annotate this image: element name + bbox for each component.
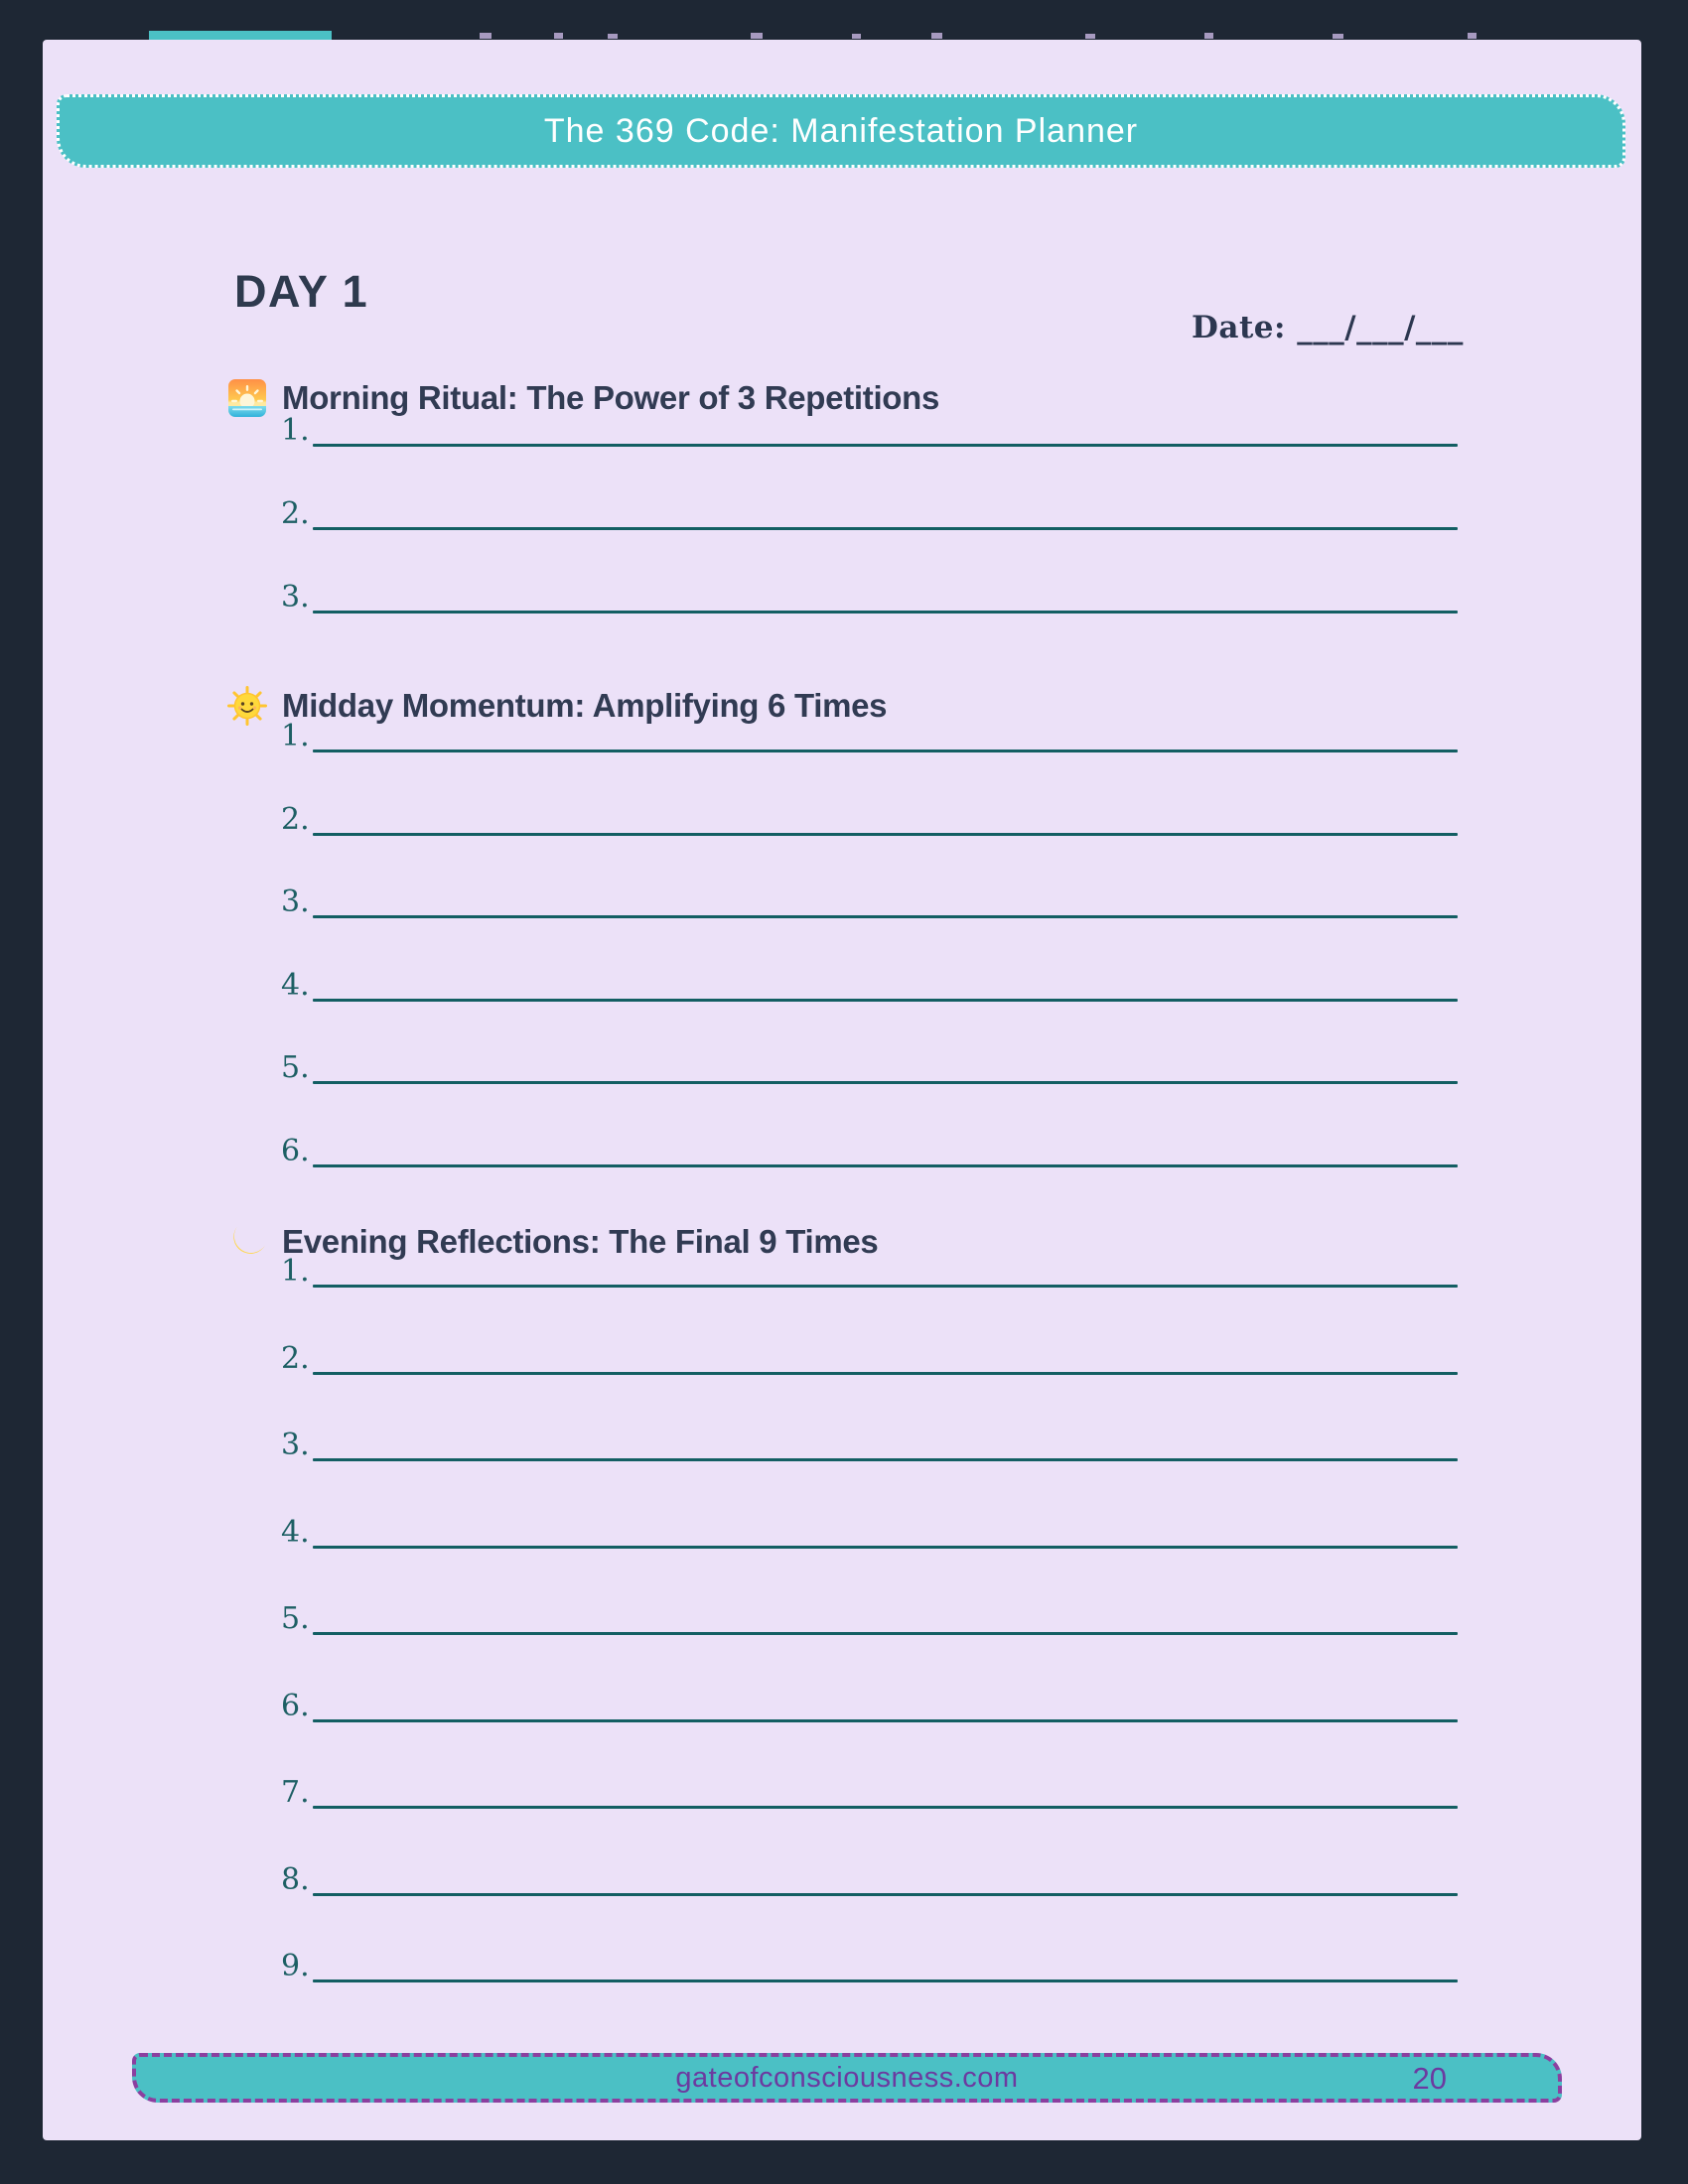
fill-in-line[interactable] [281, 887, 1458, 971]
fill-in-line[interactable] [281, 1254, 1458, 1344]
fill-in-line[interactable] [281, 1514, 1458, 1605]
writing-line [313, 833, 1458, 836]
writing-line [313, 1458, 1458, 1461]
clipped-text-fragment [554, 33, 563, 39]
line-number: 3. [281, 580, 310, 614]
line-number: 7. [281, 1775, 310, 1810]
clipped-text-fragment [1204, 33, 1213, 39]
section-morning-heading [226, 377, 939, 419]
line-number: 4. [281, 967, 310, 1003]
fill-in-line[interactable] [281, 496, 1458, 583]
fill-in-line[interactable] [281, 1949, 1458, 2039]
line-number: 3. [281, 885, 310, 919]
day-heading: DAY 1 [234, 266, 369, 317]
website-link[interactable]: gateofconsciousness.com [675, 2061, 1019, 2094]
date-fill-in[interactable]: Date: ___/___/___ [1192, 310, 1464, 345]
writing-line [313, 444, 1458, 447]
writing-line [313, 1081, 1458, 1084]
clipped-text-fragment [1085, 34, 1095, 39]
fill-in-line[interactable] [281, 1601, 1458, 1692]
writing-line [313, 611, 1458, 614]
section-title: Midday Momentum: Amplifying 6 Times [282, 687, 888, 724]
fill-in-line[interactable] [281, 967, 1458, 1054]
line-number: 5. [281, 1601, 310, 1636]
page-title: The 369 Code: Manifestation Planner [543, 111, 1139, 150]
writing-line [313, 1719, 1458, 1722]
writing-line [313, 1893, 1458, 1896]
clipped-text-fragment [852, 34, 861, 39]
line-number: 6. [281, 1688, 310, 1723]
fill-in-line[interactable] [281, 801, 1458, 888]
writing-line [313, 1806, 1458, 1809]
writing-line [313, 1632, 1458, 1635]
clipped-text-fragment [1468, 33, 1477, 39]
clipped-text-fragment [1333, 34, 1343, 39]
fill-in-line[interactable] [281, 1050, 1458, 1137]
line-number: 4. [281, 1514, 310, 1550]
sun-with-face-icon [226, 685, 268, 727]
line-number: 9. [281, 1949, 310, 1983]
line-number: 2. [281, 1340, 310, 1376]
fill-in-line[interactable] [281, 1861, 1458, 1953]
section-title: Morning Ritual: The Power of 3 Repetitions [282, 379, 940, 416]
line-number: 3. [281, 1428, 310, 1462]
evening-lines [281, 1254, 1458, 2039]
writing-line [313, 1285, 1458, 1288]
fill-in-line[interactable] [281, 1133, 1458, 1220]
writing-line [313, 750, 1458, 752]
line-number: 1. [281, 1254, 310, 1289]
writing-line [313, 915, 1458, 918]
line-number: 1. [281, 719, 310, 753]
footer-bar [132, 2053, 1562, 2103]
clipped-text-fragment [751, 33, 763, 39]
fill-in-line[interactable] [281, 580, 1458, 666]
writing-line [313, 999, 1458, 1002]
line-number: 2. [281, 801, 310, 837]
fill-in-line[interactable] [281, 1340, 1458, 1432]
clipped-text-fragment [608, 34, 618, 39]
morning-lines [281, 413, 1458, 666]
writing-line [313, 1979, 1458, 1982]
clipped-text-fragment [931, 33, 942, 39]
fill-in-line[interactable] [281, 1775, 1458, 1865]
fill-in-line[interactable] [281, 1688, 1458, 1779]
writing-line [313, 1164, 1458, 1167]
page-number: 20 [1412, 2061, 1447, 2096]
planner-page [43, 40, 1641, 2140]
section-midday-heading [226, 685, 887, 727]
writing-line [313, 1372, 1458, 1375]
line-number: 2. [281, 496, 310, 531]
writing-line [313, 1546, 1458, 1549]
fill-in-line[interactable] [281, 413, 1458, 499]
midday-lines [281, 719, 1458, 1219]
writing-line [313, 527, 1458, 530]
crescent-moon-icon [226, 1221, 268, 1263]
line-number: 1. [281, 413, 310, 448]
sunrise-icon [226, 377, 268, 419]
clipped-text-fragment [480, 33, 492, 39]
line-number: 5. [281, 1050, 310, 1085]
fill-in-line[interactable] [281, 719, 1458, 805]
line-number: 8. [281, 1861, 310, 1897]
section-title: Evening Reflections: The Final 9 Times [282, 1223, 879, 1260]
line-number: 6. [281, 1133, 310, 1168]
fill-in-line[interactable] [281, 1428, 1458, 1518]
title-banner [57, 94, 1625, 168]
